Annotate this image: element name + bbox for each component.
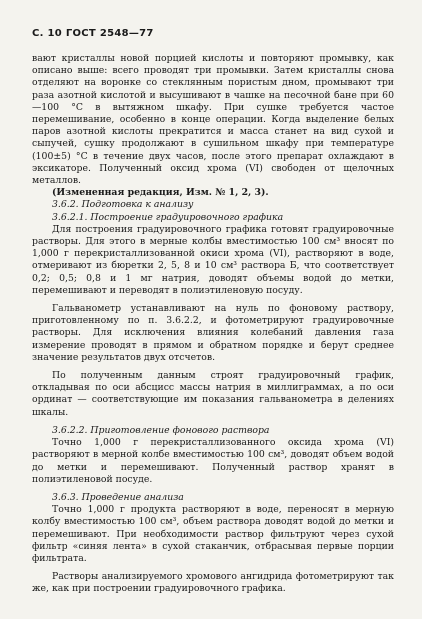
paragraph-background-solution: Точно 1,000 г перекристаллизованного оксида хрома (VI) растворяют в мерной колбе вместимостью 100 см³, доводят объем водой до метки и перемешивают. Полученный раствор хранят в полиэтиленовой посуде. (32, 437, 394, 485)
paragraph-photometry: Растворы анализируемого хромового ангидрида фотометрируют так же, как при построении градуировочного графика. (32, 571, 394, 595)
paragraph-galvanometer: Гальванометр устанавливают на нуль по фоновому раствору, приготовленному по п. 3.6.2.2, и фотометрируют градуировочные растворы. Для исключения влияния колебаний давления газа измерение проводят в прямом и обратном порядке и берут среднее значение результатов двух отсчетов. (32, 303, 394, 363)
paragraph-continuation: вают кристаллы новой порцией кислоты и повторяют промывку, как описано выше: всего проводят три промывки. Затем кристаллы снова отделяют на воронке со стеклянным пористым дном, промывают три раза азотной кислотой и высушивают в чашке на песочной бане при 60—100 °С в вытяжном шкафу. При сушке требуется частое перемешивание, особенно в конце операции. Когда выделение белых паров азотной кислоты прекратится и масса станет на вид сухой и сыпучей, сушку продолжают в сушильном шкафу при температуре (100±5) °С в течение двух часов, после этого препарат охлаждают в эксикаторе. Полученный оксид хрома (VI) свободен от щелочных металлов. (32, 53, 394, 187)
amendment-note: (Измененная редакция, Изм. № 1, 2, 3). (52, 187, 269, 199)
section-heading-3-6-2-1: 3.6.2.1. Построение градуировочного графика (52, 211, 284, 223)
section-heading-3-6-2-2: 3.6.2.2. Приготовление фонового раствора (52, 424, 270, 436)
paragraph-calibration: Для построения градуировочного графика готовят градуировочные растворы. Для этого в мерные колбы вместимостью 100 см³ вносят по 1,000 г перекристаллизованной окиси хрома (VI), растворяют в воде, отмеривают из бюретки 2, 5, 8 и 10 см³ раствора Б, что соответствует 0,2; 0,5; 0,8 и 1 мг натрия, доводят объемы водой до метки, перемешивают и переводят в полиэтиленовую посуду. (32, 223, 394, 296)
section-heading-3-6-3: 3.6.3. Проведение анализа (52, 491, 184, 503)
section-heading-3-6-2: 3.6.2. Подготовка к анализу (52, 199, 194, 211)
paragraph-graph: По полученным данным строят градуировочный график, откладывая по оси абсцисс массы натрия в миллиграммах, а по оси ординат — соответствующие им показания гальванометра в делениях шкалы. (32, 370, 394, 418)
paragraph-analysis: Точно 1,000 г продукта растворяют в воде, переносят в мерную колбу вместимостью 100 см³, объем раствора доводят водой до метки и перемешивают. При необходимости раствор фильтруют через сухой фильтр «синяя лента» в сухой стаканчик, отбрасывая первые порции фильтрата. (32, 504, 394, 564)
page-header: С. 10 ГОСТ 2548—77 (32, 28, 154, 39)
